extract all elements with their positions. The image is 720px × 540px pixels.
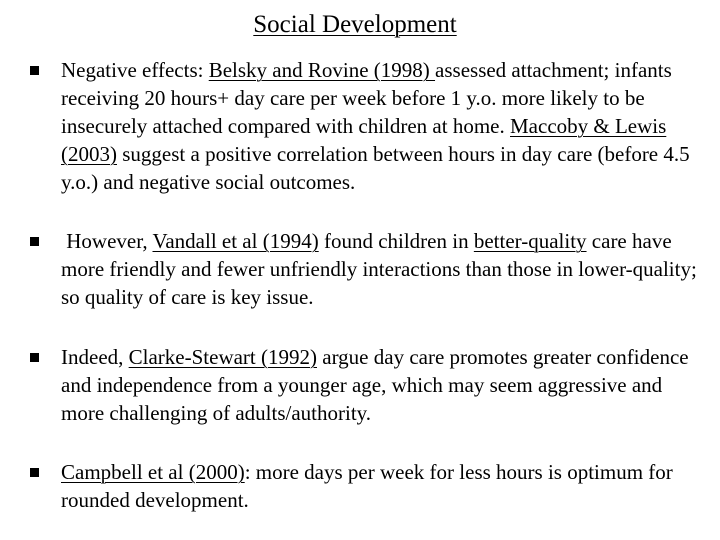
bullet-tail-text: : more days per week for less hours is optimum for rounded development. (61, 460, 673, 512)
slide-title: Social Development (253, 11, 457, 38)
bullet-text (61, 458, 701, 514)
emphasis-better-quality: better-quality (473, 229, 587, 253)
square-bullet-icon (30, 237, 39, 246)
bullet-tail-text: care have more friendly and fewer unfriendly interactions than those in lower-quality; so quality of care is key issue. (61, 229, 697, 309)
bullet-tail-text: argue day care promotes greater confidence and independence from a younger age, which may seem aggressive and more challenging of adults/authority. (61, 345, 689, 425)
square-bullet-icon (30, 468, 39, 477)
citation-clarke-stewart: Clarke-Stewart (1992) (128, 345, 317, 369)
citation-vandall: Vandall et al (1994) (152, 229, 319, 253)
bullet-body-text: found children in (318, 229, 474, 253)
bullet-lead-text: Negative effects: (61, 58, 209, 82)
citation-maccoby-lewis: Maccoby & Lewis (2003) (61, 114, 667, 166)
bullet-tail-text: suggest a positive correlation between hours in day care (before 4.5 y.o.) and negative social outcomes. (61, 142, 690, 194)
bullet-text (61, 227, 701, 311)
square-bullet-icon (30, 353, 39, 362)
square-bullet-icon (30, 66, 39, 75)
bullet-body-text: assessed attachment; infants receiving 20 hours+ day care per week before 1 y.o. more likely to be insecurely attached compared with children at home. (61, 58, 672, 138)
citation-belsky-rovine: Belsky and Rovine (1998) (208, 58, 436, 82)
bullet-lead-text: However, (61, 229, 153, 253)
bullet-lead-text: Indeed, (61, 345, 129, 369)
citation-campbell: Campbell et al (2000) (61, 460, 245, 484)
bullet-text (61, 343, 701, 427)
bullet-text (61, 56, 701, 196)
